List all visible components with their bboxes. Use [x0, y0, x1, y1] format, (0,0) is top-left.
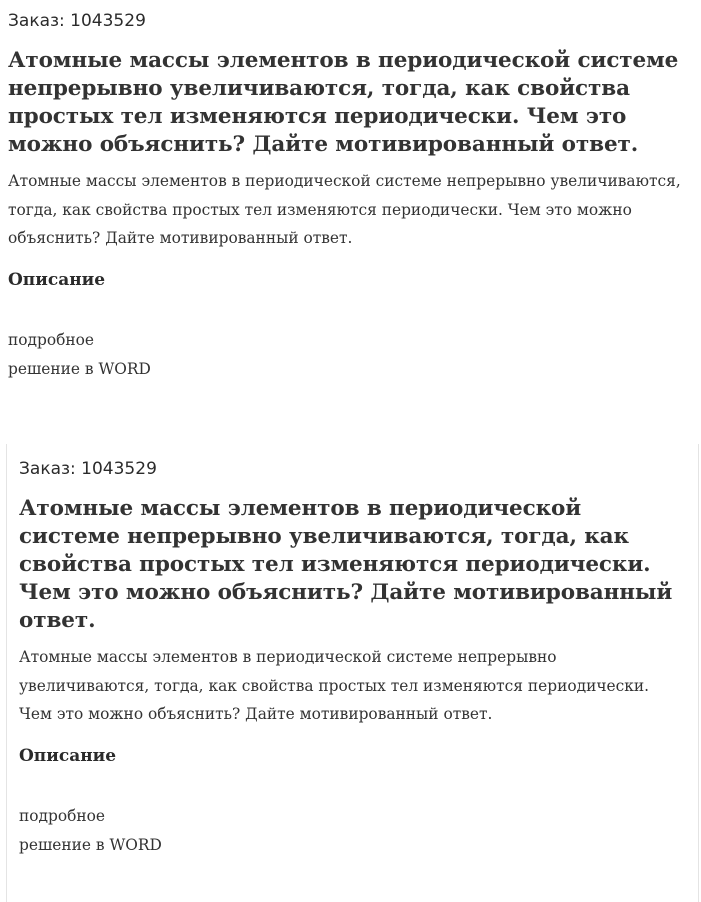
order-card-2: [6, 444, 699, 902]
order-number: Заказ: 1043529: [19, 459, 157, 479]
task-text: Атомные массы элементов в периодической системе непрерывно увеличиваются, тогда, как свойства простых тел изменяются периодически. Чем это можно объяснить? Дайте мотивированный ответ.: [8, 172, 681, 247]
order-number: Заказ: 1043529: [8, 11, 146, 31]
order-card-1: [0, 0, 701, 440]
task-text: Атомные массы элементов в периодической системе непрерывно увеличиваются, тогда, как свойства простых тел изменяются периодически. Чем это можно объяснить? Дайте мотивированный ответ.: [19, 648, 650, 723]
task-title: Атомные массы элементов в периодической системе непрерывно увеличиваются, тогда, как свойства простых тел изменяются периодически. Чем это можно объяснить? Дайте мотивированный ответ.: [8, 48, 679, 157]
task-title: Атомные массы элементов в периодической системе непрерывно увеличиваются, тогда, как свойства простых тел изменяются периодически. Чем это можно объяснить? Дайте мотивированный ответ.: [19, 496, 673, 633]
description-line: подробное: [19, 806, 106, 825]
description-heading: Описание: [19, 745, 117, 766]
description-line: решение в WORD: [19, 835, 162, 854]
description-line: решение в WORD: [8, 359, 151, 378]
description-heading: Описание: [8, 269, 106, 290]
description-line: подробное: [8, 330, 95, 349]
